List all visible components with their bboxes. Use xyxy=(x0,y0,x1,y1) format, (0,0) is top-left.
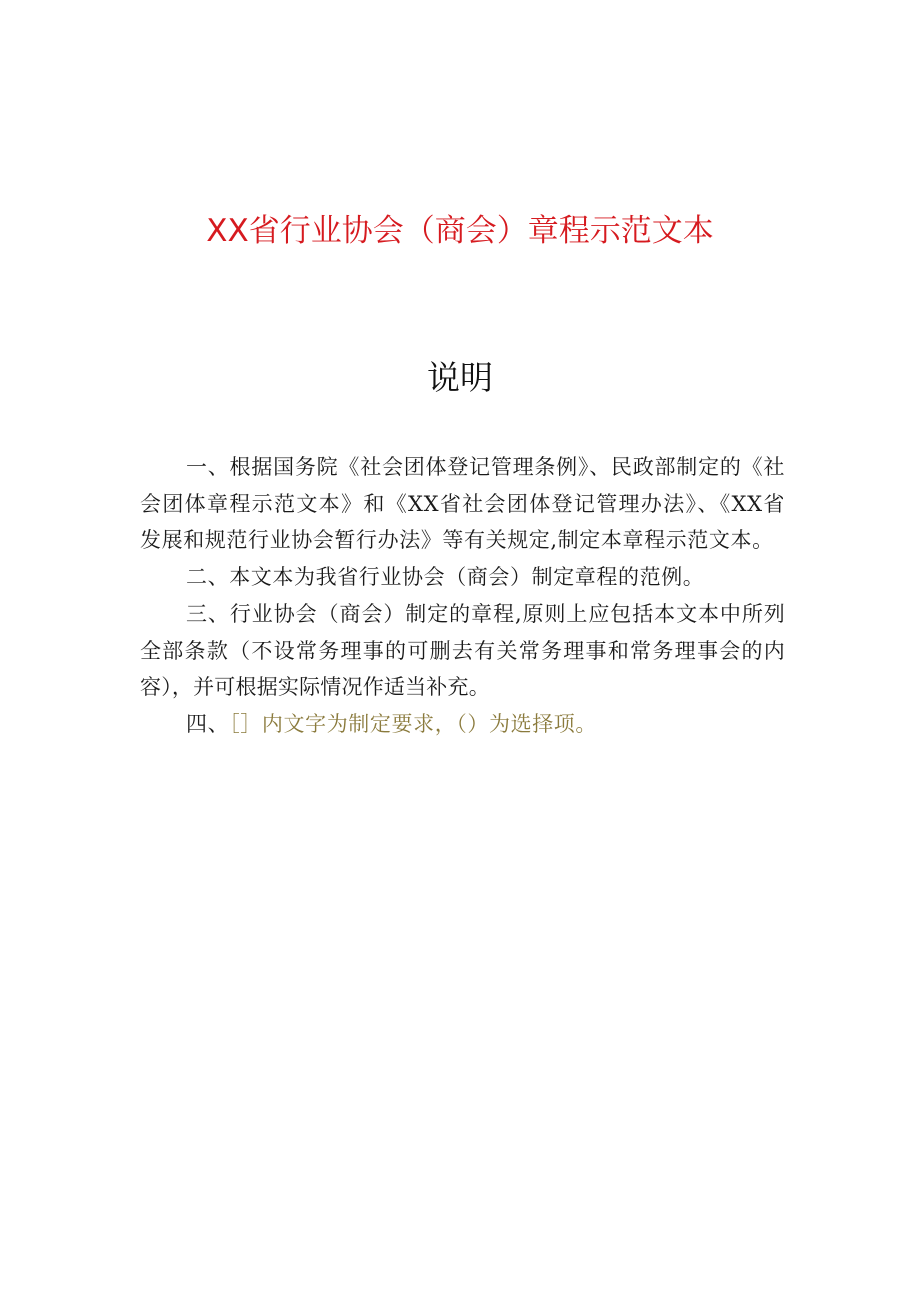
paragraph-1: 一、根据国务院《社会团体登记管理条例》、民政部制定的《社会团体章程示范文本》和《XX省社会团体登记管理办法》、《XX省发展和规范行业协会暂行办法》等有关规定,制定本章程示范文本。 xyxy=(140,455,785,553)
paragraph-3: 三、行业协会（商会）制定的章程,原则上应包括本文本中所列全部条款（不设常务理事的可删去有关常务理事和常务理事会的内容），并可根据实际情况作适当补充。 xyxy=(140,601,785,700)
paragraph-4 xyxy=(140,706,785,743)
paragraph-4-highlight: ［］内文字为制定要求，（）为选择项。 xyxy=(229,711,598,736)
document-title: XX省行业协会（商会）章程示范文本 xyxy=(206,213,714,249)
section-heading: 说明 xyxy=(427,358,493,397)
paragraph-2: 二、本文本为我省行业协会（商会）制定章程的范例。 xyxy=(186,565,705,590)
paragraph-4-prefix: 四、 xyxy=(186,711,230,736)
document-body xyxy=(140,449,785,743)
